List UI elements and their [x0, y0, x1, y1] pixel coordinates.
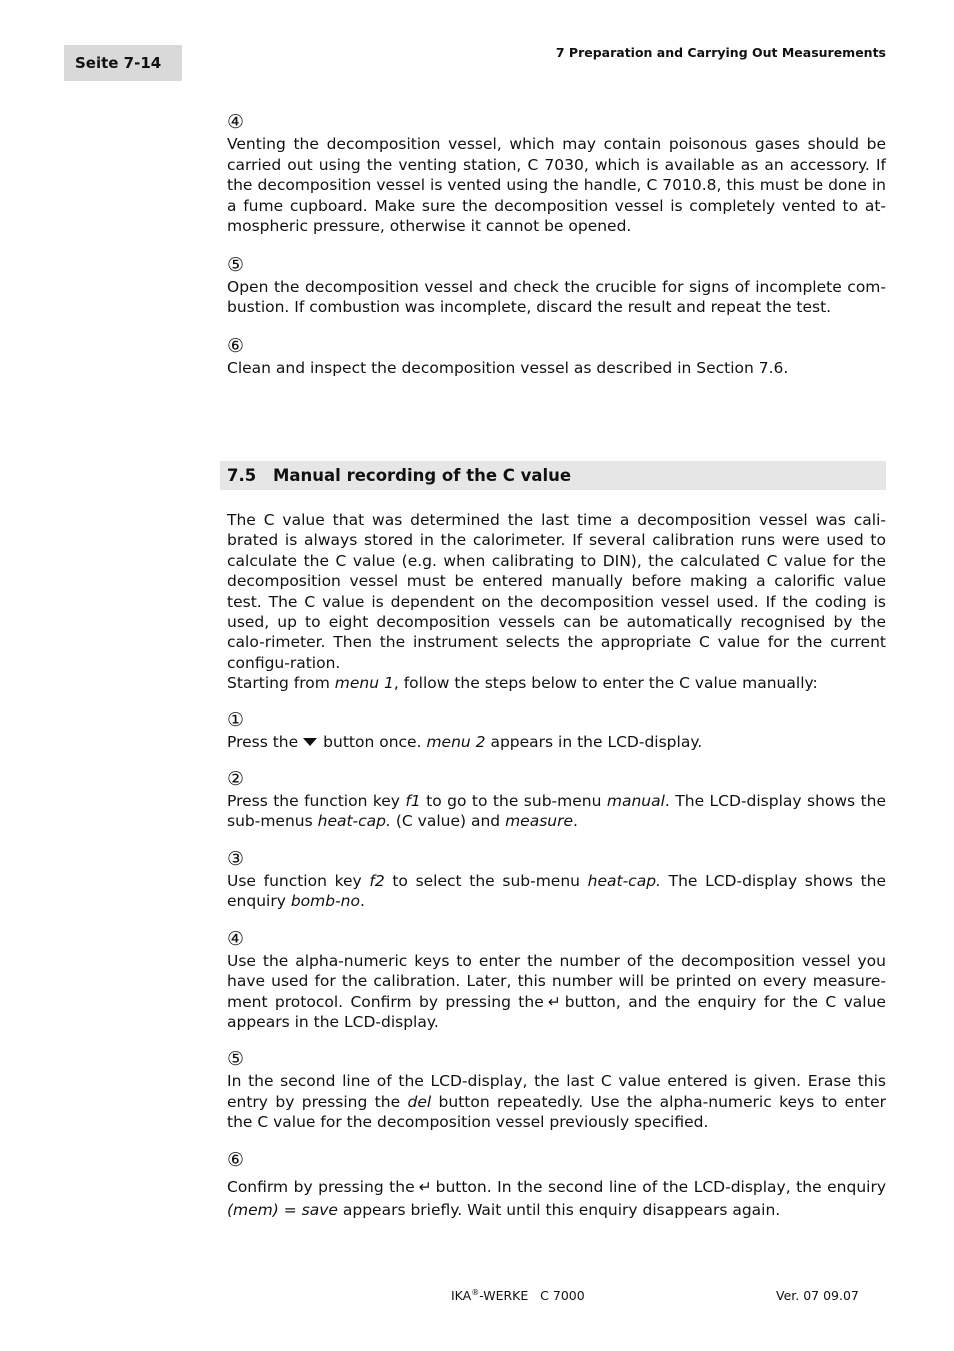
menu-name: heat-cap. — [317, 812, 391, 831]
step-item — [227, 767, 886, 832]
brand-name: IKA — [451, 1288, 472, 1304]
step-text — [227, 791, 886, 832]
page-number-tag: Seite 7-14 — [64, 45, 182, 81]
chapter-title: 7 Preparation and Carrying Out Measurements — [555, 45, 886, 60]
lead-menu: menu 1 — [334, 674, 394, 693]
step-text-part: appears briefly. Wait until this enquiry disappears again. — [337, 1200, 781, 1219]
step-text-part: button once. — [323, 732, 427, 751]
step-item — [227, 847, 886, 912]
step-text-part: to go to the sub-menu — [420, 792, 607, 811]
step-number: ③ — [227, 847, 245, 870]
step-text-part: In the second line of the LCD-display, the last C value entered is given. Erase this entry by pressing the — [227, 1072, 886, 1111]
step-number: ④ — [227, 111, 245, 133]
step-number: ① — [227, 708, 245, 731]
step-text-part: Confirm by pressing the — [227, 1177, 415, 1196]
step-text — [227, 951, 886, 1033]
step-item — [227, 1047, 886, 1132]
step-number: ⑤ — [227, 253, 245, 276]
step-text — [227, 871, 886, 912]
step-number: ⑤ — [227, 1048, 245, 1071]
step-text — [227, 732, 886, 752]
step-text-part: . — [573, 812, 578, 831]
lead-text: , follow the steps below to enter the C value manually: — [393, 674, 818, 693]
menu-name: menu 2 — [426, 732, 486, 751]
footer-brand — [451, 1288, 585, 1303]
step-text-part: Press the — [227, 732, 299, 751]
enter-icon: ↵ — [547, 992, 561, 1011]
registered-mark: ® — [471, 1288, 480, 1297]
step-text-part: (C value) and — [390, 812, 506, 831]
step-number: ④ — [227, 927, 245, 950]
step-text-part: appears in the LCD-display. — [485, 732, 703, 751]
step-text-part: . The LCD-display shows the sub-menus — [227, 792, 887, 831]
enter-icon: ↵ — [418, 1177, 432, 1196]
step-text-part: . — [359, 892, 365, 911]
step-text-part: button. In the second line of the LCD-display, the enquiry — [435, 1177, 886, 1196]
step-text-part: Use the alpha-numeric keys to enter the number of the decomposition vessel you have used for the calibration. Later, this number will be printed on every measure-ment protocol. Confirm by pressing the — [227, 951, 886, 1011]
step-item — [227, 334, 886, 379]
step-text-part: Press the function key — [227, 792, 406, 811]
footer-version: Ver. 07 09.07 — [776, 1288, 859, 1303]
step-text-part: The LCD-display shows the enquiry — [227, 871, 887, 911]
step-text-part: button repeatedly. Use the alpha-numeric keys to enter the C value for the decomposition vessel previously specified. — [227, 1092, 886, 1132]
menu-name: heat-cap. — [587, 871, 661, 890]
section-heading — [220, 461, 886, 490]
step-item — [227, 708, 886, 752]
menu-name: measure — [505, 812, 574, 831]
down-arrow-icon — [303, 738, 317, 746]
step-item — [227, 1148, 886, 1222]
step-text-part: to select the sub-menu — [384, 871, 588, 890]
enquiry-name: bomb-no — [290, 892, 360, 911]
section-body — [227, 510, 886, 1238]
step-text — [227, 1071, 886, 1132]
key-name: f2 — [369, 871, 385, 890]
section-intro: The C value that was determined the last time a decomposition vessel was cali-brated is always stored in the calorimeter. If several calibration runs were used to calculate the C value (e.g. when calibrating to DIN), the calculated C value for the decomposition vessel must be entered manually before making a calorific value test. The C value is dependent on the decomposition vessel used. If the coding is used, up to eight decomposition vessels can be automatically recognised by the calo-rimeter. Then the instrument selects the appropriate C value for the current configu-ration. — [227, 511, 886, 672]
step-text-part: Use function key — [227, 871, 370, 890]
step-text: Clean and inspect the decomposition vessel as described in Section 7.6. — [227, 358, 789, 377]
step-number: ② — [227, 768, 245, 791]
step-number: ⑥ — [227, 334, 245, 357]
step-item — [227, 927, 886, 1033]
section-lead — [227, 673, 886, 693]
step-text — [227, 1176, 886, 1222]
brand-model: -WERKE C 7000 — [479, 1288, 585, 1304]
top-steps — [227, 110, 886, 394]
step-text: Open the decomposition vessel and check the crucible for signs of incomplete com-bustion. If combustion was incomplete, discard the result and repeat the test. — [227, 277, 886, 316]
step-item — [227, 110, 886, 237]
section-title: Manual recording of the C value — [273, 466, 572, 485]
step-text: Venting the decomposition vessel, which may contain poisonous gases should be carried out using the venting station, C 7030, which is available as an accessory. If the decomposition vessel is vented using the handle, C 7010.8, this must be done in a fume cupboard. Make sure the decomposition vessel is completely vented to at-mospheric pressure, otherwise it cannot be opened. — [227, 135, 886, 235]
menu-name: manual — [606, 792, 665, 811]
enquiry-name: (mem) = save — [227, 1200, 338, 1219]
key-name: del — [407, 1092, 432, 1111]
section-number: 7.5 — [227, 466, 257, 485]
key-name: f1 — [405, 792, 421, 811]
lead-text: Starting from — [227, 674, 335, 693]
step-item — [227, 253, 886, 318]
step-number: ⑥ — [227, 1148, 245, 1171]
step-text-part: button, and the enquiry for the C value appears in the LCD-display. — [227, 992, 886, 1031]
